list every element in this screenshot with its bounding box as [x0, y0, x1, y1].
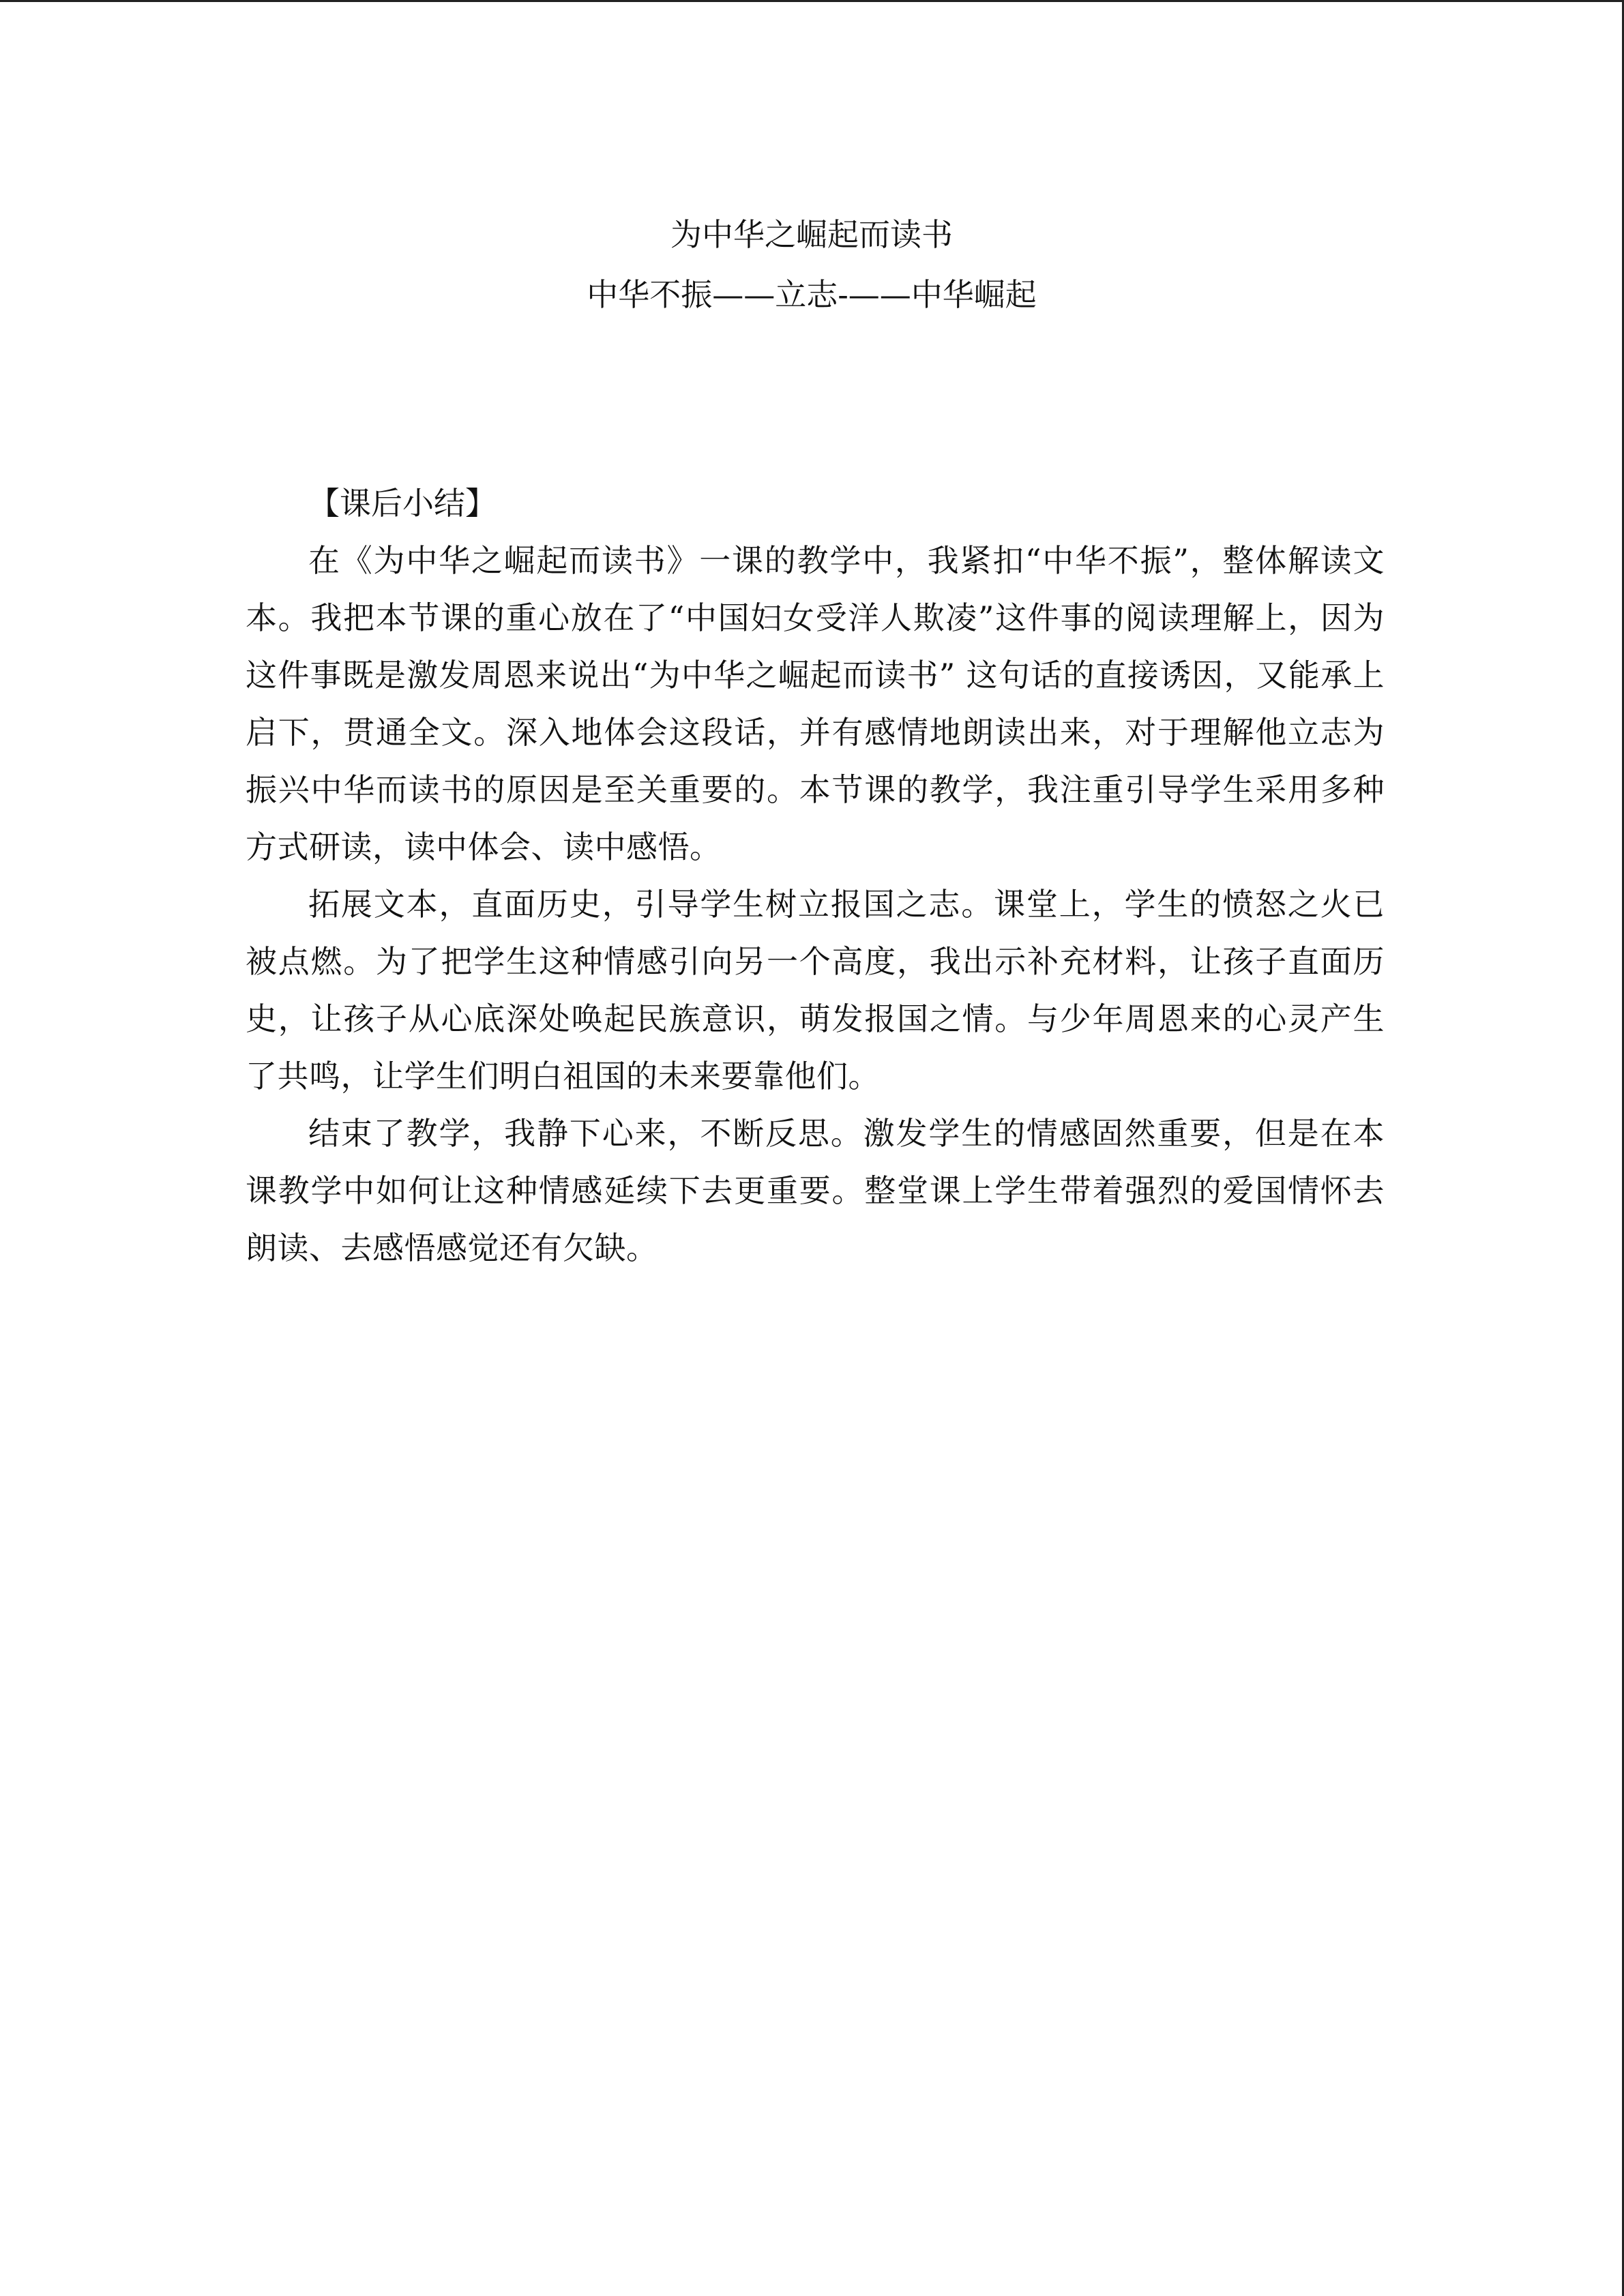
title-block: [239, 205, 1385, 325]
section-heading: 【课后小结】: [308, 485, 497, 522]
body-paragraph-3: 结束了教学，我静下心来，不断反思。激发学生的情感固然重要，但是在本课教学中如何让这种情感延续下去更重要。整堂课上学生带着强烈的爱国情怀去朗读、去感悟感觉还有欠缺。: [246, 1115, 1385, 1266]
page-border-top: [0, 0, 1624, 2]
body-paragraph-1: 在《为中华之崛起而读书》一课的教学中，我紧扣“中华不振”，整体解读文本。我把本节课的重心放在了“中国妇女受洋人欺凌”这件事的阅读理解上，因为这件事既是激发周恩来说出“为中华之崛起而读书” 这句话的直接诱因，又能承上启下，贯通全文。深入地体会这段话，并有感情地朗读出来，对于理解他立志为振兴中华而读书的原因是至关重要的。本节课的教学，我注重引导学生采用多种方式研读，读中体会、读中感悟。: [246, 542, 1385, 865]
document-page: [246, 205, 1385, 1277]
document-title: 为中华之崛起而读书: [670, 216, 953, 253]
document-subtitle: 中华不振——立志-——中华崛起: [587, 276, 1037, 313]
body-paragraph-2: 拓展文本，直面历史，引导学生树立报国之志。课堂上，学生的愤怒之火已被点燃。为了把学生这种情感引向另一个高度，我出示补充材料，让孩子直面历史，让孩子从心底深处唤起民族意识，萌发报国之情。与少年周恩来的心灵产生了共鸣，让学生们明白祖国的未来要靠他们。: [246, 886, 1385, 1094]
